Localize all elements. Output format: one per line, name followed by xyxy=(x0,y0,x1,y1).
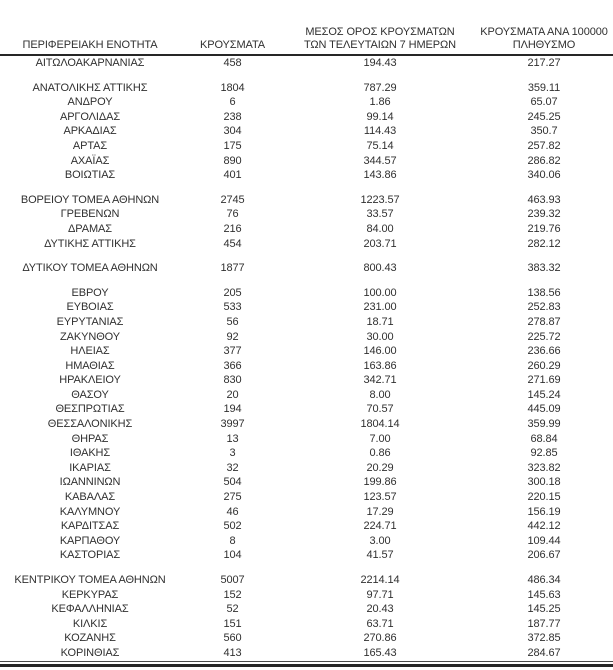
per-100k-cell: 145.24 xyxy=(527,388,561,401)
region-cell: ΚΑΡΔΙΤΣΑΣ xyxy=(60,520,120,533)
avg7days-cell: 99.14 xyxy=(366,110,394,123)
table-row xyxy=(0,207,613,222)
per-100k-cell: 219.76 xyxy=(527,222,561,235)
avg7days-cell: 114.43 xyxy=(363,125,397,138)
table-row xyxy=(0,237,613,252)
per-100k-cell: 138.56 xyxy=(527,286,561,299)
avg7days-cell: 30.00 xyxy=(366,330,394,343)
cases-cell: 52 xyxy=(226,603,239,616)
cases-cell: 104 xyxy=(223,549,242,562)
table-row xyxy=(0,110,613,125)
per-100k-cell: 145.25 xyxy=(527,603,561,616)
region-cell: ΗΛΕΙΑΣ xyxy=(70,345,110,358)
per-100k-cell: 284.67 xyxy=(527,646,561,659)
table-row xyxy=(0,261,613,276)
per-100k-cell: 340.06 xyxy=(527,169,561,182)
table-row xyxy=(0,617,613,632)
region-cell: ΕΥΒΟΙΑΣ xyxy=(66,301,114,314)
cases-cell: 216 xyxy=(223,222,242,235)
group-gap-row xyxy=(0,251,613,261)
avg7days-cell: 342.71 xyxy=(363,374,397,387)
region-cell: ΚΑΛΥΜΝΟΥ xyxy=(59,505,121,518)
per-100k-cell: 109.44 xyxy=(527,534,561,547)
per-100k-cell: 271.69 xyxy=(527,374,561,387)
cases-cell: 454 xyxy=(223,237,242,250)
cases-cell: 152 xyxy=(223,588,242,601)
per-100k-cell: 350.7 xyxy=(530,125,558,138)
table-row xyxy=(0,222,613,237)
group-gap-row xyxy=(0,563,613,573)
per-100k-cell: 372.85 xyxy=(527,632,561,645)
table-row xyxy=(0,168,613,183)
table-body xyxy=(0,55,613,661)
table-row xyxy=(0,475,613,490)
avg7days-cell: 1223.57 xyxy=(360,193,400,206)
table-row xyxy=(0,548,613,563)
table-row xyxy=(0,373,613,388)
table-row xyxy=(0,588,613,603)
cases-cell: 13 xyxy=(226,432,239,445)
avg7days-cell: 70.57 xyxy=(366,403,394,416)
region-cell: ΔΡΑΜΑΣ xyxy=(68,222,112,235)
cases-cell: 92 xyxy=(226,330,239,343)
table-row xyxy=(0,388,613,403)
region-cell: ΚΑΣΤΟΡΙΑΣ xyxy=(59,549,121,562)
region-cell: ΕΥΡΥΤΑΝΙΑΣ xyxy=(56,315,124,328)
per-100k-cell: 92.85 xyxy=(530,447,558,460)
avg7days-cell: 165.43 xyxy=(363,646,397,659)
table-row xyxy=(0,461,613,476)
per-100k-cell: 187.77 xyxy=(527,617,561,630)
per-100k-cell: 282.12 xyxy=(527,237,561,250)
cases-cell: 458 xyxy=(223,57,242,69)
table-row xyxy=(0,95,613,110)
cases-cell: 3 xyxy=(229,447,236,460)
avg7days-cell: 100.00 xyxy=(363,286,397,299)
per-100k-cell: 359.11 xyxy=(527,81,561,94)
group-gap-cell xyxy=(0,71,613,81)
region-cell: ΚΕΦΑΛΛΗΝΙΑΣ xyxy=(51,603,129,616)
table-row xyxy=(0,300,613,315)
region-cell: ΘΑΣΟΥ xyxy=(71,388,109,401)
per-100k-cell: 486.34 xyxy=(527,574,561,586)
table-row xyxy=(0,417,613,432)
cases-cell: 2745 xyxy=(220,193,245,206)
table-row xyxy=(0,286,613,301)
table-row xyxy=(0,602,613,617)
cases-cell: 6 xyxy=(229,96,236,109)
cases-cell: 1804 xyxy=(220,81,245,94)
region-cell: ΚΕΡΚΥΡΑΣ xyxy=(61,588,119,601)
per-100k-cell: 65.07 xyxy=(530,96,558,109)
cases-cell: 76 xyxy=(226,208,239,221)
per-100k-cell: 463.93 xyxy=(527,193,561,206)
avg7days-cell: 97.71 xyxy=(366,588,394,601)
avg7days-cell: 163.86 xyxy=(363,359,397,372)
per-100k-cell: 323.82 xyxy=(527,461,561,474)
cases-cell: 275 xyxy=(223,491,242,504)
per-100k-cell: 257.82 xyxy=(527,139,561,152)
avg7days-cell: 20.43 xyxy=(366,603,394,616)
header-line: ΚΡΟΥΣΜΑΤΑ ΑΝΑ 100000 xyxy=(480,26,608,38)
region-cell: ΔΥΤΙΚΗΣ ΑΤΤΙΚΗΣ xyxy=(44,237,136,250)
group-gap-cell xyxy=(0,563,613,573)
avg7days-cell: 20.29 xyxy=(366,461,394,474)
cases-cell: 46 xyxy=(226,505,239,518)
table-row xyxy=(0,432,613,447)
per-100k-cell: 252.83 xyxy=(527,301,561,314)
region-cell: ΑΡΚΑΔΙΑΣ xyxy=(63,125,117,138)
header-line: ΠΛΗΘΥΣΜΟ xyxy=(512,39,576,51)
region-cell: ΚΟΡΙΝΘΙΑΣ xyxy=(60,646,120,659)
header-line: ΠΕΡΙΦΕΡΕΙΑΚΗ ΕΝΟΤΗΤΑ xyxy=(22,39,158,51)
region-cell: ΘΗΡΑΣ xyxy=(71,432,109,445)
cases-cell: 533 xyxy=(223,301,242,314)
table-row xyxy=(0,646,613,661)
table-row xyxy=(0,81,613,96)
table-row xyxy=(0,402,613,417)
cases-cell: 502 xyxy=(223,520,242,533)
avg7days-cell: 33.57 xyxy=(366,208,394,221)
avg7days-cell: 1804.14 xyxy=(360,418,400,431)
cases-cell: 377 xyxy=(223,345,242,358)
avg7days-cell: 84.00 xyxy=(366,222,394,235)
table-row xyxy=(0,124,613,139)
avg7days-cell: 8.00 xyxy=(369,388,391,401)
avg7days-cell: 3.00 xyxy=(369,534,391,547)
table-header xyxy=(0,0,613,55)
region-cell: ΗΜΑΘΙΑΣ xyxy=(65,359,115,372)
avg7days-cell: 344.57 xyxy=(363,154,397,167)
per-100k-cell: 217.27 xyxy=(527,57,561,69)
region-cell: ΙΘΑΚΗΣ xyxy=(69,447,111,460)
table-row xyxy=(0,446,613,461)
table-row xyxy=(0,490,613,505)
per-100k-cell: 260.29 xyxy=(527,359,561,372)
per-100k-cell: 68.84 xyxy=(530,432,558,445)
per-100k-cell: 236.66 xyxy=(527,345,561,358)
per-100k-cell: 206.67 xyxy=(527,549,561,562)
table-row xyxy=(0,573,613,588)
region-cell: ΑΡΤΑΣ xyxy=(72,139,108,152)
header-row xyxy=(0,0,613,55)
per-100k-cell: 239.32 xyxy=(527,208,561,221)
region-cell: ΑΝΑΤΟΛΙΚΗΣ ΑΤΤΙΚΗΣ xyxy=(32,81,148,94)
avg7days-cell: 2214.14 xyxy=(360,574,400,586)
table-row xyxy=(0,139,613,154)
table-row xyxy=(0,330,613,345)
group-gap-row xyxy=(0,183,613,193)
cases-cell: 1877 xyxy=(220,262,245,275)
region-cell: ΚΑΡΠΑΘΟΥ xyxy=(59,534,121,547)
region-cell: ΚΟΖΑΝΗΣ xyxy=(64,632,116,645)
region-cell: ΖΑΚΥΝΘΟΥ xyxy=(60,330,120,343)
per-100k-cell: 359.99 xyxy=(527,418,561,431)
cases-cell: 830 xyxy=(223,374,242,387)
cases-cell: 366 xyxy=(223,359,242,372)
region-cell: ΗΡΑΚΛΕΙΟΥ xyxy=(59,374,121,387)
avg7days-cell: 75.14 xyxy=(366,139,394,152)
table-row xyxy=(0,55,613,71)
region-cell: ΚΕΝΤΡΙΚΟΥ ΤΟΜΕΑ ΑΘΗΝΩΝ xyxy=(14,574,166,586)
table-row xyxy=(0,631,613,646)
avg7days-cell: 231.00 xyxy=(363,301,397,314)
per-100k-cell: 445.09 xyxy=(527,403,561,416)
col-header-avg7days xyxy=(285,0,475,55)
cases-cell: 238 xyxy=(223,110,242,123)
group-gap-cell xyxy=(0,276,613,286)
per-100k-cell: 220.15 xyxy=(527,491,561,504)
region-cell: ΑΙΤΩΛΟΑΚΑΡΝΑΝΙΑΣ xyxy=(35,57,145,69)
per-100k-cell: 300.18 xyxy=(527,476,561,489)
table-row xyxy=(0,505,613,520)
table-row xyxy=(0,344,613,359)
avg7days-cell: 224.71 xyxy=(363,520,397,533)
cases-cell: 175 xyxy=(223,139,242,152)
region-cell: ΚΑΒΑΛΑΣ xyxy=(64,491,116,504)
region-cell: ΙΚΑΡΙΑΣ xyxy=(69,461,111,474)
per-100k-cell: 156.19 xyxy=(527,505,561,518)
cases-cell: 890 xyxy=(223,154,242,167)
per-100k-cell: 286.82 xyxy=(527,154,561,167)
avg7days-cell: 1.86 xyxy=(369,96,391,109)
col-header-region xyxy=(0,0,180,55)
region-cell: ΒΟΙΩΤΙΑΣ xyxy=(64,169,116,182)
avg7days-cell: 0.86 xyxy=(369,447,391,460)
table-row xyxy=(0,359,613,374)
cases-cell: 8 xyxy=(229,534,236,547)
group-gap-cell xyxy=(0,251,613,261)
avg7days-cell: 146.00 xyxy=(363,345,397,358)
cases-cell: 401 xyxy=(223,169,242,182)
col-header-per-100k xyxy=(475,0,613,55)
region-cell: ΔΥΤΙΚΟΥ ΤΟΜΕΑ ΑΘΗΝΩΝ xyxy=(22,262,158,275)
region-cell: ΘΕΣΠΡΩΤΙΑΣ xyxy=(55,403,125,416)
cases-cell: 3997 xyxy=(220,418,245,431)
per-100k-cell: 245.25 xyxy=(527,110,561,123)
cases-cell: 32 xyxy=(226,461,239,474)
table-row xyxy=(0,193,613,208)
per-100k-cell: 442.12 xyxy=(527,520,561,533)
header-line: ΤΩΝ ΤΕΛΕΥΤΑΙΩΝ 7 ΗΜΕΡΩΝ xyxy=(304,39,456,51)
avg7days-cell: 143.86 xyxy=(363,169,397,182)
cases-cell: 56 xyxy=(226,315,239,328)
cases-cell: 205 xyxy=(223,286,242,299)
table-row xyxy=(0,315,613,330)
avg7days-cell: 203.71 xyxy=(363,237,397,250)
region-cell: ΑΝΔΡΟΥ xyxy=(67,96,113,109)
region-cell: ΕΒΡΟΥ xyxy=(71,286,109,299)
avg7days-cell: 41.57 xyxy=(366,549,394,562)
group-gap-cell xyxy=(0,183,613,193)
region-cell: ΑΡΓΟΛΙΔΑΣ xyxy=(59,110,121,123)
table-row xyxy=(0,519,613,534)
avg7days-cell: 18.71 xyxy=(366,315,394,328)
avg7days-cell: 17.29 xyxy=(366,505,394,518)
cases-cell: 560 xyxy=(223,632,242,645)
cases-cell: 504 xyxy=(223,476,242,489)
cases-cell: 194 xyxy=(223,403,242,416)
cases-cell: 413 xyxy=(223,646,242,659)
col-header-cases xyxy=(180,0,285,55)
per-100k-cell: 145.63 xyxy=(527,588,561,601)
per-100k-cell: 225.72 xyxy=(527,330,561,343)
avg7days-cell: 7.00 xyxy=(369,432,391,445)
region-cell: ΙΩΑΝΝΙΝΩΝ xyxy=(59,476,121,489)
group-gap-row xyxy=(0,276,613,286)
cases-cell: 151 xyxy=(223,617,242,630)
group-gap-row xyxy=(0,71,613,81)
table-row xyxy=(0,154,613,169)
avg7days-cell: 270.86 xyxy=(363,632,397,645)
avg7days-cell: 63.71 xyxy=(366,617,394,630)
avg7days-cell: 123.57 xyxy=(363,491,397,504)
cases-cell: 304 xyxy=(223,125,242,138)
region-cell: ΘΕΣΣΑΛΟΝΙΚΗΣ xyxy=(47,418,133,431)
table-bottom-rule xyxy=(0,664,613,667)
region-cell: ΒΟΡΕΙΟΥ ΤΟΜΕΑ ΑΘΗΝΩΝ xyxy=(20,193,160,206)
avg7days-cell: 800.43 xyxy=(363,262,397,275)
cases-cell: 20 xyxy=(226,388,239,401)
per-100k-cell: 383.32 xyxy=(527,262,561,275)
cases-cell: 5007 xyxy=(220,574,245,586)
avg7days-cell: 787.29 xyxy=(363,81,397,94)
avg7days-cell: 194.43 xyxy=(363,57,397,69)
per-100k-cell: 278.87 xyxy=(527,315,561,328)
header-line: ΜΕΣΟΣ ΟΡΟΣ ΚΡΟΥΣΜΑΤΩΝ xyxy=(305,26,455,38)
region-cell: ΚΙΛΚΙΣ xyxy=(72,617,108,630)
region-cell: ΓΡΕΒΕΝΩΝ xyxy=(60,208,120,221)
region-cell: ΑΧΑΪΑΣ xyxy=(70,154,110,167)
table-row xyxy=(0,534,613,549)
header-line: ΚΡΟΥΣΜΑΤΑ xyxy=(199,39,266,51)
avg7days-cell: 199.86 xyxy=(363,476,397,489)
